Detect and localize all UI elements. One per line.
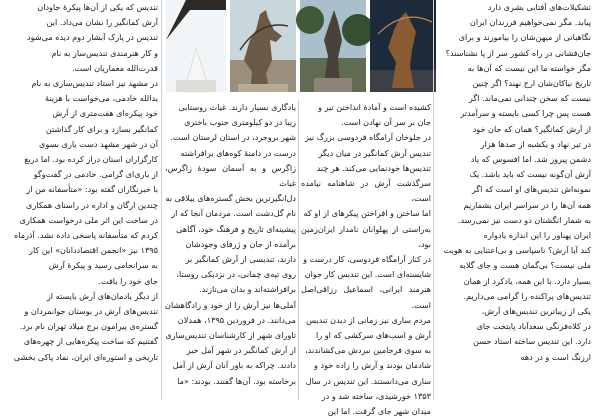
text-line: تاریخ نیاکان‌شان ارج نهند؟ اگر چنین — [472, 78, 591, 89]
text-line: تشکیلات‌های آفتابی بشری دارد — [487, 2, 591, 12]
text-line: در ساخت این اثر ملی درخواست همکاری — [19, 214, 158, 225]
text-line: دل‌انگیزترین بخش گستره‌های ییلاقی به — [165, 193, 296, 204]
text-line: تندیس‌ها خودنمایی می‌کند. هر چند — [316, 162, 431, 173]
text-line: مگر خواسته ما این نیست که آن‌ها به — [467, 62, 591, 73]
photo-archer-trees — [300, 0, 366, 92]
text-line: شایسته‌ای است. این تندیس کار جوان — [304, 269, 431, 280]
text-line: نام گل‌دشت است. مردمان آنجا که از — [171, 208, 296, 219]
text-line: یادگاری بسیار دارند. غیاث روستایی — [178, 102, 296, 112]
text-line: سرگذشت آرش در شاهنامه نیامده است، — [301, 178, 431, 204]
text-line: آرش کمانگیر را نشان می‌داد. این — [46, 17, 158, 28]
text-line: چندین ارگان و اداره در راستای همکاری — [26, 199, 158, 210]
text-line: آن در شهر مشهد دست یاری بسوی — [39, 138, 158, 149]
text-line: تندیس آرش کمانگیر در میان دیگر — [318, 147, 431, 158]
text-line: از یاری‌ای گرامی. خادمی در گفت‌وگو — [33, 169, 158, 180]
text-line: همه آن‌ها را در سراسر ایران بشماریم — [463, 199, 591, 210]
text-line: کارگزاران استان دراز کرده بود. اما دریغ — [24, 154, 158, 165]
text-line: دشمن پیروز شد. اما افسوس که یاد — [470, 154, 591, 165]
text-line: تندیس‌های پراکنده را گرامی می‌داریم. — [463, 290, 591, 301]
text-line: و کار هنرمندی تندیس‌ساز به نام — [51, 47, 158, 58]
text-line: برآمده از جان و ژرفای وجودشان — [185, 238, 296, 249]
column-divider — [161, 0, 162, 400]
text-line: در مشهد نیز استاد تندیس‌سازی به نام — [31, 78, 158, 89]
text-line: به سوی فرجامین نبردش می‌کشاندند، — [305, 345, 431, 356]
text-line: به شمار انگشتان دو دست نیز نمی‌رسد. — [457, 214, 591, 225]
text-line: با خبرنگاران گفته بود: «متأسفانه من از — [26, 184, 158, 195]
text-line: زاگرس و به آسمان سودهٔ زاگرس، غیاث — [165, 162, 296, 189]
photo-strip — [166, 0, 436, 92]
text-line: دارد. این تندیس ساخته استاد حسن — [473, 336, 591, 347]
text-line: از آرش کمانگیر در شهر آمل خبر — [186, 345, 296, 356]
text-line: تاریخی و استوره‌ای ایران، نماد پاکی بخشی — [13, 351, 158, 362]
text-line: از دیگر یادمان‌های آرش بایسته از — [46, 290, 158, 301]
text-line: گفتنیم که ساخت پیکره‌هایی از چهره‌های — [23, 336, 158, 347]
text-line: خود پیکره‌ای هفت‌متری از آرش — [52, 108, 158, 119]
text-line: یدالله خادمی، می‌خواست با هزینهٔ — [44, 93, 158, 104]
text-line: آملی‌ها نیز آرش را از خود و زادگاهشان — [165, 299, 296, 310]
text-line: یکی از زیباترین تندیس‌های آرش، — [481, 306, 591, 317]
text-line: نیست که سخن چندانی نمی‌ماند. اگر — [468, 93, 591, 104]
text-line: کند آیا آرش؟ ناسپاسی و بی‌اعتنایی به هویت — [443, 245, 591, 256]
photo-bronze-archer — [230, 0, 296, 92]
text-line: از آرش کمانگیر؟ همان که جان خود — [472, 123, 591, 134]
text-line: پیشینه‌ای تاریخ و فرهنگ خود، آگاهی — [176, 223, 296, 234]
text-line: درست در دامنهٔ کوه‌های برافراشته — [180, 147, 296, 158]
text-line: ۱۳۹۵ نیز «انجمن اقتصاددانان» این کار — [29, 245, 158, 256]
text-line: ارزنگ است و در دهه — [520, 351, 591, 362]
text-line: جان بر سر آن نهادن است. — [341, 117, 431, 128]
text-line: می‌دانند. در فروردین ۱۳۹۵، همدلان — [177, 314, 296, 325]
text-line: ملی نیست؟ بی‌گمان هست و جای گلایه — [459, 260, 591, 271]
text-line: بسیار دارد. با این همه، یادکرد از همان — [463, 275, 591, 286]
text-line: جای خود را یافت. — [98, 275, 158, 286]
text-line: شادمان بودند و آرش را زاده خود و — [314, 360, 431, 371]
text-line: زیبا در دو کیلومتری جنوب باختری — [184, 117, 296, 128]
text-line: ساری می‌دانستند. این تندیس در سال — [305, 375, 431, 386]
text-line: کمانگیر بسازد و برای کار گذاشتن — [45, 123, 158, 134]
text-line: برافراشته‌اند و بدان می‌نازند. — [199, 284, 296, 295]
article-column-left — [0, 0, 158, 400]
photo-archer-dark-sky — [370, 0, 436, 92]
text-line: برخاسته بود. آن‌ها گفتند. بودند: «ما — [177, 375, 296, 386]
text-line: آرش و اسب‌های سرکشی که او را — [315, 330, 431, 341]
column-divider — [298, 100, 299, 400]
article-column-mid-right — [301, 100, 431, 417]
text-line: تاورای شهر از کارشناسان تندیس‌سازی — [165, 330, 296, 341]
text-line: روی تپه‌ی چمانی، در نزدیکی روستا، — [176, 269, 296, 280]
text-line: در کنار آرامگاه فردوسی، کار درست و — [303, 254, 431, 265]
text-line: هست پس چرا کسی بایسته و سرآمدتر — [460, 108, 591, 119]
text-line: شهر بروجرد، در استان لرستان است. — [170, 132, 296, 143]
text-line: گستره‌ی پیرامون برج میلاد تهران نام برد. — [19, 321, 158, 332]
text-line: میدان شهر جای گرفت. اما این — [327, 406, 431, 417]
text-line: پیابد. مگر نمی‌خواهیم فرزندان ایران — [469, 17, 591, 28]
text-line: در جلوخان آرامگاه فردوسی بزرگ نیز — [305, 132, 431, 143]
text-line: به سرانجامی رسید و پیکرهٔ آرش — [48, 260, 158, 271]
text-line: به‌راستی از پهلوانان نامدار ایران‌زمین بود، — [301, 223, 431, 249]
text-line: تندیس‌های آرش در بوستان جوانمردان و — [24, 306, 158, 317]
text-line: قدرت‌الله معماریان است. — [71, 62, 158, 73]
text-line: ۱۳۵۳ خورشیدی، ساخته شد و در — [321, 390, 431, 401]
text-line: نگاهبانی از میهن‌شان را بیاموزند و برای — [458, 32, 591, 43]
text-line: دارند، تندیسی از آرش کمانگیر بر — [185, 254, 296, 265]
text-line: در کلاه‌فرنگی سعدآباد پایتخت جای — [476, 321, 591, 332]
text-line: اما ساختن و افراختن پیکرهای از او که — [303, 208, 431, 219]
column-divider — [433, 0, 434, 400]
text-line: مردم ساری نیز زمانی از دیدن تندیس — [306, 314, 431, 325]
text-line: تندیس در پارک آبشار دوم دیده می‌شود — [27, 32, 158, 43]
photo-statue-white-pedestal — [166, 0, 226, 92]
article-column-right — [436, 0, 591, 400]
article-column-mid-left — [165, 100, 296, 400]
text-line: ایران پهناور را این اندازه یادواره — [483, 230, 591, 241]
text-line: کشیده است و آمادهٔ انداختن تیر و — [318, 102, 431, 112]
text-line: تندیس که یکی از آن‌ها پیکرهٔ جاودان — [37, 2, 158, 12]
text-line: در تیر نهاد و یکشبه از صدها هزار — [480, 138, 591, 149]
text-line: کردم که متأسفانه پاسخی داده نشد. آذرماه — [13, 230, 158, 241]
text-line: دادند. چراکه به باور آنان آرش از آمل — [172, 360, 296, 371]
text-line: جان‌فشانی در راه کشور سر از پا نشناسند؟ — [445, 47, 591, 58]
text-line: نمونه‌اش تندیس‌های او است که اگر — [471, 184, 591, 195]
text-line: هنرمند ایرانی، اسماعیل رزاقی‌اصل است. — [301, 284, 431, 310]
text-line: آرش آن‌گونه نیست که باید باشد. یک — [469, 169, 591, 180]
